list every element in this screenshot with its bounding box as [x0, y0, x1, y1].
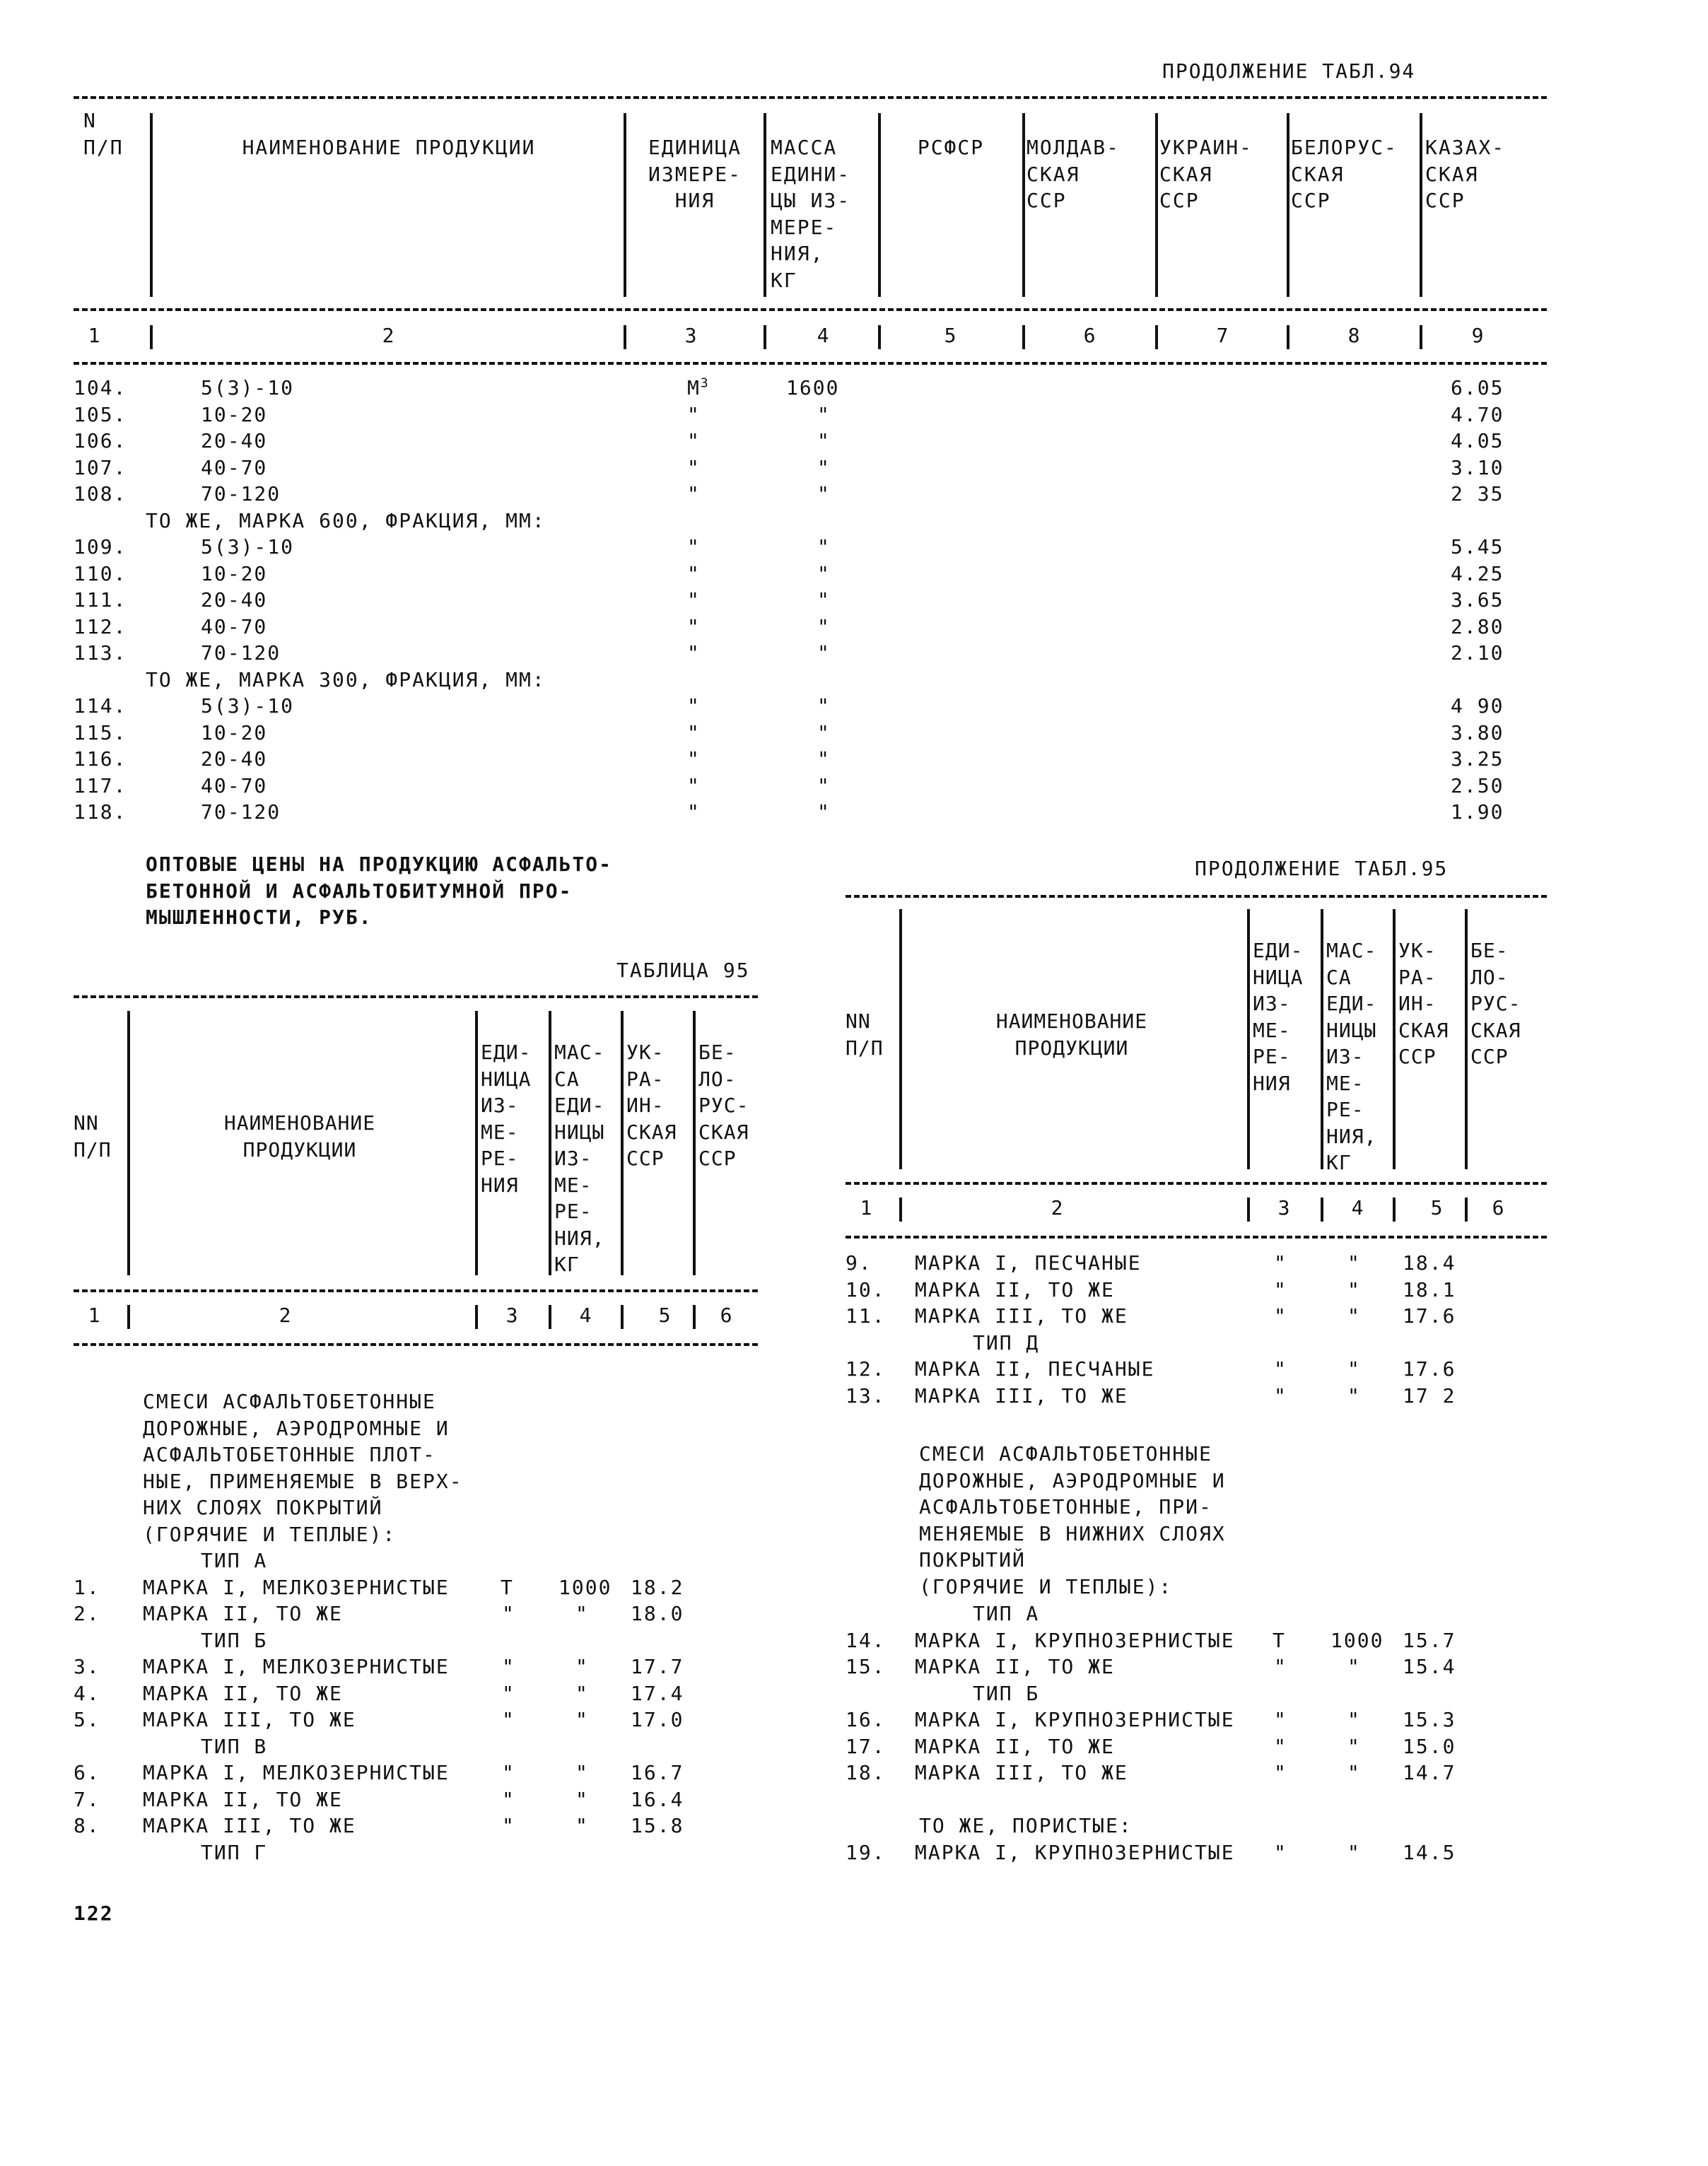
table95-column-number: 1: [860, 1196, 874, 1219]
kazakh-price: 2.80: [1451, 614, 1504, 638]
table95-column-separator: [1247, 909, 1250, 1169]
row-number: 4.: [74, 1681, 100, 1705]
table95-column-separator: [1321, 1198, 1323, 1222]
row-number: 15.: [846, 1655, 886, 1678]
table95-header-cell: NN П/П: [846, 1009, 884, 1060]
table-row: [0, 614, 1708, 640]
kazakh-price: 4.05: [1451, 429, 1504, 452]
product-name: 70-120: [201, 800, 281, 824]
row-number: 104.: [74, 376, 127, 399]
unit: ": [1274, 1655, 1287, 1678]
ukrainian-price: 14.7: [1403, 1761, 1456, 1784]
table-row: [0, 1707, 1708, 1733]
product-name: МАРКА II, ТО ЖЕ: [915, 1655, 1115, 1678]
row-number: 117.: [74, 773, 127, 797]
product-name: 10-20: [201, 561, 268, 585]
unit: ": [502, 1814, 515, 1837]
unit: ": [1274, 1734, 1287, 1758]
table95-column-number: 5: [658, 1304, 672, 1327]
row-number: 18.: [846, 1761, 886, 1784]
row-number: 112.: [74, 614, 127, 638]
table95-column-number: 2: [279, 1304, 293, 1327]
table-row: [0, 1277, 1708, 1304]
mass: ": [575, 1761, 589, 1784]
subheading-text: ТО ЖЕ, МАРКА 300, ФРАКЦИЯ, ММ:: [146, 667, 546, 691]
product-name: МАРКА I, МЕЛКОЗЕРНИСТЫЕ: [143, 1761, 450, 1784]
product-name: МАРКА III, ТО ЖЕ: [915, 1304, 1128, 1328]
table95-cont-group-heading: СМЕСИ АСФАЛЬТОБЕТОННЫЕ ДОРОЖНЫЕ, АЭРОДРОМНЫЕ И АСФАЛЬТОБЕТОННЫЕ, ПРИ- МЕНЯЕМЫЕ В НИЖНИХ СЛОЯХ ПОКРЫТИЙ (ГОРЯЧИЕ И ТЕПЛЫЕ):: [919, 1442, 1226, 1598]
row-number: 10.: [846, 1277, 886, 1301]
row-number: 12.: [846, 1357, 886, 1381]
table94-column-separator: [150, 325, 153, 349]
table95-header-cell: МАС- СА ЕДИ- НИЦЫ ИЗ- МЕ- РЕ- НИЯ, КГ: [554, 1041, 605, 1276]
product-name: МАРКА II, ТО ЖЕ: [143, 1602, 343, 1625]
table95-header-cell: УК- РА- ИН- СКАЯ ССР: [1398, 939, 1449, 1068]
ukrainian-price: 17.7: [631, 1655, 684, 1678]
mass: ": [575, 1708, 589, 1731]
table-row: [0, 481, 1708, 508]
table94-column-separator: [1155, 325, 1158, 349]
product-name: 40-70: [201, 614, 268, 638]
product-name: МАРКА III, ТО ЖЕ: [143, 1814, 356, 1837]
table95-column-number: 1: [88, 1304, 102, 1327]
unit: ": [502, 1655, 515, 1678]
unit: ": [1274, 1304, 1287, 1328]
mass: ": [575, 1602, 589, 1625]
table95-header-cell: БЕ- ЛО- РУС- СКАЯ ССР: [1470, 939, 1521, 1068]
row-number: 5.: [74, 1708, 100, 1731]
unit: ": [687, 720, 701, 744]
table94-header-cell: N П/П: [83, 109, 124, 159]
mass: ": [817, 482, 831, 505]
product-name: 5(3)-10: [201, 694, 295, 718]
product-name: МАРКА II, ТО ЖЕ: [143, 1787, 343, 1811]
table94-header-cell: МОЛДАВ- СКАЯ ССР: [1026, 136, 1121, 212]
product-name: МАРКА I, МЕЛКОЗЕРНИСТЫЕ: [143, 1655, 450, 1678]
table94-header-cell: НАИМЕНОВАНИЕ ПРОДУКЦИИ: [242, 136, 536, 159]
mass: ": [1347, 1841, 1361, 1864]
row-number: 106.: [74, 429, 127, 452]
unit: ": [502, 1602, 515, 1625]
table94-column-number: 1: [88, 324, 102, 347]
unit: ": [502, 1708, 515, 1731]
product-name: 10-20: [201, 720, 268, 744]
table94-subheading-row: [0, 508, 1708, 534]
mass: ": [1347, 1251, 1361, 1275]
product-name: 10-20: [201, 402, 268, 426]
table-row: [0, 1786, 1708, 1813]
mass: ": [817, 800, 831, 824]
ukrainian-price: 17 2: [1403, 1383, 1456, 1407]
unit: ": [687, 588, 701, 611]
table95-header-cell: ЕДИ- НИЦА ИЗ- МЕ- РЕ- НИЯ: [1253, 939, 1304, 1095]
subheading-text: ТО ЖЕ, МАРКА 600, ФРАКЦИЯ, ММ:: [146, 508, 546, 532]
mass: ": [575, 1814, 589, 1837]
table95-column-separator: [549, 1011, 551, 1275]
table94-column-number: 6: [1083, 324, 1097, 347]
kazakh-price: 2.50: [1451, 773, 1504, 797]
row-number: 109.: [74, 535, 127, 558]
product-name: 5(3)-10: [201, 376, 295, 399]
row-number: 116.: [74, 747, 127, 771]
kazakh-price: 6.05: [1451, 376, 1504, 399]
product-name: 70-120: [201, 482, 281, 505]
table-row: [0, 1733, 1708, 1760]
table95-column-number: 4: [1351, 1196, 1365, 1219]
table95-column-separator: [1393, 1198, 1396, 1222]
unit: ": [687, 773, 701, 797]
type-heading-row: [0, 1600, 1708, 1627]
table95-column-separator: [899, 1198, 902, 1222]
table-row: [0, 428, 1708, 455]
ukrainian-price: 15.4: [1403, 1655, 1456, 1678]
type-heading-row: [0, 1547, 1708, 1574]
table94-column-number: 4: [817, 324, 831, 347]
kazakh-price: 4 90: [1451, 694, 1504, 718]
product-name: 5(3)-10: [201, 535, 295, 558]
table95-column-number: 3: [1277, 1196, 1292, 1219]
page-number: 122: [74, 1902, 114, 1925]
ukrainian-price: 17.0: [631, 1708, 684, 1731]
mass: ": [575, 1787, 589, 1811]
product-name: МАРКА III, ТО ЖЕ: [143, 1708, 356, 1731]
table95-column-number: 5: [1430, 1196, 1444, 1219]
table95-column-separator: [475, 1011, 478, 1275]
table94-subheading-row: [0, 667, 1708, 693]
type-heading: ТИП А: [973, 1602, 1040, 1625]
table94-column-separator: [624, 113, 626, 297]
ukrainian-price: 14.5: [1403, 1841, 1456, 1864]
table-row: [0, 746, 1708, 773]
kazakh-price: 4.70: [1451, 402, 1504, 426]
type-heading-row: [0, 1330, 1708, 1357]
row-number: 7.: [74, 1787, 100, 1811]
table95-column-separator: [1465, 1198, 1468, 1222]
type-heading: ТИП А: [201, 1549, 268, 1572]
mass: ": [817, 641, 831, 665]
row-number: 14.: [846, 1628, 886, 1652]
row-number: 114.: [74, 694, 127, 718]
table94-header-rule: [74, 308, 1547, 311]
table-row: [0, 799, 1708, 826]
table-row: [0, 1356, 1708, 1383]
mass: ": [575, 1655, 589, 1678]
product-name: 70-120: [201, 641, 281, 665]
table94-column-separator: [1420, 325, 1422, 349]
table95-header-cell: НАИМЕНОВАНИЕ ПРОДУКЦИИ: [995, 1009, 1148, 1060]
row-number: 105.: [74, 402, 127, 426]
unit: ": [502, 1761, 515, 1784]
table95-header-cell: NN П/П: [74, 1111, 112, 1161]
table-row: [0, 587, 1708, 614]
table95-column-separator: [1247, 1198, 1250, 1222]
mass: ": [1347, 1655, 1361, 1678]
kazakh-price: 2 35: [1451, 482, 1504, 505]
row-number: 3.: [74, 1655, 100, 1678]
unit: ": [1274, 1761, 1287, 1784]
table95-column-number: 3: [505, 1304, 520, 1327]
table95-header-cell: УК- РА- ИН- СКАЯ ССР: [626, 1041, 677, 1170]
product-name: МАРКА II, ТО ЖЕ: [143, 1681, 343, 1705]
mass: ": [1347, 1357, 1361, 1381]
table-row: [0, 773, 1708, 800]
table94-header-cell: РСФСР: [917, 136, 985, 159]
table94-column-separator: [1287, 325, 1289, 349]
table-row: [0, 1653, 1708, 1680]
product-name: 20-40: [201, 747, 268, 771]
kazakh-price: 4.25: [1451, 561, 1504, 585]
table95-cont-colnum-rule: [846, 1236, 1547, 1239]
mass: ": [1347, 1277, 1361, 1301]
row-number: 6.: [74, 1761, 100, 1784]
table95-column-number: 4: [579, 1304, 593, 1327]
product-name: МАРКА II, ТО ЖЕ: [915, 1734, 1115, 1758]
mass: ": [817, 535, 831, 558]
row-number: 8.: [74, 1814, 100, 1837]
table-row: [0, 1839, 1708, 1866]
row-number: 1.: [74, 1575, 100, 1599]
mass: ": [817, 720, 831, 744]
product-name: МАРКА I, МЕЛКОЗЕРНИСТЫЕ: [143, 1575, 450, 1599]
table-row: [0, 402, 1708, 428]
ukrainian-price: 16.4: [631, 1787, 684, 1811]
row-number: 13.: [846, 1383, 886, 1407]
table94-column-separator: [878, 325, 881, 349]
ukrainian-price: 15.7: [1403, 1628, 1456, 1652]
ukrainian-price: 18.4: [1403, 1251, 1456, 1275]
table94-header-cell: КАЗАХ- СКАЯ ССР: [1425, 136, 1506, 212]
kazakh-price: 1.90: [1451, 800, 1504, 824]
mass: ": [817, 455, 831, 479]
row-number: 19.: [846, 1841, 886, 1864]
unit: ": [687, 402, 701, 426]
row-number: 9.: [846, 1251, 872, 1275]
table94-column-number: 2: [382, 324, 396, 347]
mass: 1000: [558, 1575, 612, 1599]
product-name: МАРКА I, КРУПНОЗЕРНИСТЫЕ: [915, 1708, 1235, 1731]
table-row: [0, 375, 1708, 402]
table-row: [0, 1574, 1708, 1601]
table94-column-number: 5: [944, 324, 958, 347]
ukrainian-price: 17.6: [1403, 1304, 1456, 1328]
type-heading: ТИП Г: [201, 1840, 268, 1864]
unit: $М^3$: [687, 375, 710, 399]
table-row: [0, 1813, 1708, 1839]
mass: ": [1347, 1761, 1361, 1784]
table94-column-separator: [1022, 113, 1025, 297]
row-number: 108.: [74, 482, 127, 505]
mass: ": [817, 402, 831, 426]
table94-column-separator: [1022, 325, 1025, 349]
ukrainian-price: 17.4: [631, 1681, 684, 1705]
mass: ": [575, 1681, 589, 1705]
table94-column-number: 9: [1471, 324, 1485, 347]
mass: ": [1347, 1383, 1361, 1407]
table95-column-number: 2: [1051, 1196, 1065, 1219]
product-name: 40-70: [201, 773, 268, 797]
unit: ": [687, 614, 701, 638]
table95-column-number: 6: [1492, 1196, 1506, 1219]
table95-header-cell: НАИМЕНОВАНИЕ ПРОДУКЦИИ: [223, 1111, 376, 1161]
unit: ": [687, 535, 701, 558]
table-row: [0, 561, 1708, 587]
unit: ": [1274, 1383, 1287, 1407]
type-heading: ТИП В: [201, 1734, 268, 1758]
table94-column-separator: [624, 325, 626, 349]
row-number: 118.: [74, 800, 127, 824]
table95-cont-subheading: ТО ЖЕ, ПОРИСТЫЕ:: [919, 1814, 1133, 1837]
mass: ": [817, 773, 831, 797]
table94-top-rule: [74, 96, 1547, 99]
product-name: 40-70: [201, 455, 268, 479]
unit: ": [502, 1787, 515, 1811]
table95-cont-title: ПРОДОЛЖЕНИЕ ТАБЛ.95: [1195, 857, 1449, 880]
mass: ": [817, 747, 831, 771]
kazakh-price: 3.25: [1451, 747, 1504, 771]
table95-title: ТАБЛИЦА 95: [616, 959, 750, 982]
ukrainian-price: 18.1: [1403, 1277, 1456, 1301]
table95-header-cell: ЕДИ- НИЦА ИЗ- МЕ- РЕ- НИЯ: [481, 1041, 532, 1197]
table-row: [0, 1250, 1708, 1277]
kazakh-price: 5.45: [1451, 535, 1504, 558]
unit: ": [687, 694, 701, 718]
table94-header-cell: БЕЛОРУС- СКАЯ ССР: [1291, 136, 1398, 212]
ukrainian-price: 15.8: [631, 1814, 684, 1837]
unit: ": [687, 455, 701, 479]
table-row: [0, 693, 1708, 720]
unit: ": [1274, 1277, 1287, 1301]
product-name: МАРКА I, КРУПНОЗЕРНИСТЫЕ: [915, 1628, 1235, 1652]
table-row: [0, 534, 1708, 561]
unit: ": [687, 747, 701, 771]
product-name: МАРКА III, ТО ЖЕ: [915, 1761, 1128, 1784]
unit: ": [1274, 1251, 1287, 1275]
ukrainian-price: 18.2: [631, 1575, 684, 1599]
unit: ": [1274, 1357, 1287, 1381]
kazakh-price: 3.80: [1451, 720, 1504, 744]
unit: ": [502, 1681, 515, 1705]
table95-cont-header-rule: [846, 1182, 1547, 1185]
row-number: 110.: [74, 561, 127, 585]
product-name: МАРКА II, ПЕСЧАНЫЕ: [915, 1357, 1155, 1381]
table94-header-cell: УКРАИН- СКАЯ ССР: [1159, 136, 1253, 212]
table94-column-separator: [764, 325, 766, 349]
mass: ": [817, 429, 831, 452]
row-number: 16.: [846, 1708, 886, 1731]
product-name: МАРКА II, ТО ЖЕ: [915, 1277, 1115, 1301]
ukrainian-price: 15.0: [1403, 1734, 1456, 1758]
mass: ": [1347, 1304, 1361, 1328]
mass: ": [817, 561, 831, 585]
unit: ": [687, 561, 701, 585]
table94-cont-title: ПРОДОЛЖЕНИЕ ТАБЛ.94: [1162, 59, 1416, 83]
mass: ": [1347, 1708, 1361, 1731]
unit: ": [1274, 1708, 1287, 1731]
unit: ": [687, 429, 701, 452]
table95-top-rule: [74, 995, 758, 998]
unit: ": [1274, 1841, 1287, 1864]
kazakh-price: 3.65: [1451, 588, 1504, 611]
product-name: 20-40: [201, 588, 268, 611]
table-row: [0, 1383, 1708, 1410]
table95-cont-top-rule: [846, 895, 1547, 898]
table94-column-number: 8: [1347, 324, 1362, 347]
mass: 1000: [1330, 1628, 1384, 1652]
table94-header-cell: МАССА ЕДИНИ- ЦЫ ИЗ- МЕРЕ- НИЯ, КГ: [771, 136, 851, 292]
type-heading: ТИП Д: [973, 1330, 1040, 1354]
unit-superscript: 3: [700, 375, 710, 391]
table-row: [0, 720, 1708, 747]
row-number: 11.: [846, 1304, 886, 1328]
ukrainian-price: 16.7: [631, 1761, 684, 1784]
unit: Т: [1273, 1628, 1286, 1652]
mass: ": [1347, 1734, 1361, 1758]
ukrainian-price: 18.0: [631, 1602, 684, 1625]
table-row: [0, 1303, 1708, 1330]
mass: ": [817, 614, 831, 638]
section-title: ОПТОВЫЕ ЦЕНЫ НА ПРОДУКЦИЮ АСФАЛЬТО- БЕТОННОЙ И АСФАЛЬТОБИТУМНОЙ ПРО- МЫШЛЕННОСТИ, РУБ.: [146, 853, 613, 929]
row-number: 2.: [74, 1602, 100, 1625]
type-heading: ТИП Б: [973, 1681, 1040, 1705]
table95-group-heading: СМЕСИ АСФАЛЬТОБЕТОННЫЕ ДОРОЖНЫЕ, АЭРОДРОМНЫЕ И АСФАЛЬТОБЕТОННЫЕ ПЛОТ- НЫЕ, ПРИМЕНЯЕМЫЕ В ВЕРХ- НИХ СЛОЯХ ПОКРЫТИЙ (ГОРЯЧИЕ И ТЕПЛЫЕ):: [143, 1390, 463, 1546]
table-row: [0, 1627, 1708, 1654]
table94-header-cell: ЕДИНИЦА ИЗМЕРЕ- НИЯ: [648, 136, 742, 212]
product-name: МАРКА III, ТО ЖЕ: [915, 1383, 1128, 1407]
row-number: 17.: [846, 1734, 886, 1758]
table95-column-separator: [1321, 909, 1323, 1169]
row-number: 113.: [74, 641, 127, 665]
row-number: 111.: [74, 588, 127, 611]
product-name: МАРКА I, КРУПНОЗЕРНИСТЫЕ: [915, 1841, 1235, 1864]
table-row: [0, 1760, 1708, 1786]
type-heading-row: [0, 1680, 1708, 1707]
ukrainian-price: 17.6: [1403, 1357, 1456, 1381]
table95-header-cell: МАС- СА ЕДИ- НИЦЫ ИЗ- МЕ- РЕ- НИЯ, КГ: [1326, 939, 1377, 1174]
table-row: [0, 455, 1708, 481]
product-name: 20-40: [201, 429, 268, 452]
table95-column-number: 6: [720, 1304, 734, 1327]
row-number: 107.: [74, 455, 127, 479]
mass: 1600: [786, 376, 840, 399]
mass: ": [817, 694, 831, 718]
type-heading: ТИП Б: [201, 1628, 268, 1652]
table95-header-cell: БЕ- ЛО- РУС- СКАЯ ССР: [698, 1041, 749, 1170]
row-number: 115.: [74, 720, 127, 744]
table94-column-number: 7: [1216, 324, 1230, 347]
product-name: МАРКА I, ПЕСЧАНЫЕ: [915, 1251, 1142, 1275]
unit: ": [687, 482, 701, 505]
unit: ": [687, 800, 701, 824]
table94-colnum-rule: [74, 362, 1547, 365]
unit: Т: [501, 1575, 514, 1599]
kazakh-price: 2.10: [1451, 641, 1504, 665]
mass: ": [817, 588, 831, 611]
unit: ": [687, 641, 701, 665]
kazakh-price: 3.10: [1451, 455, 1504, 479]
table94-column-number: 3: [684, 324, 698, 347]
table94-column-separator: [764, 113, 766, 297]
table-row: [0, 640, 1708, 667]
ukrainian-price: 15.3: [1403, 1708, 1456, 1731]
